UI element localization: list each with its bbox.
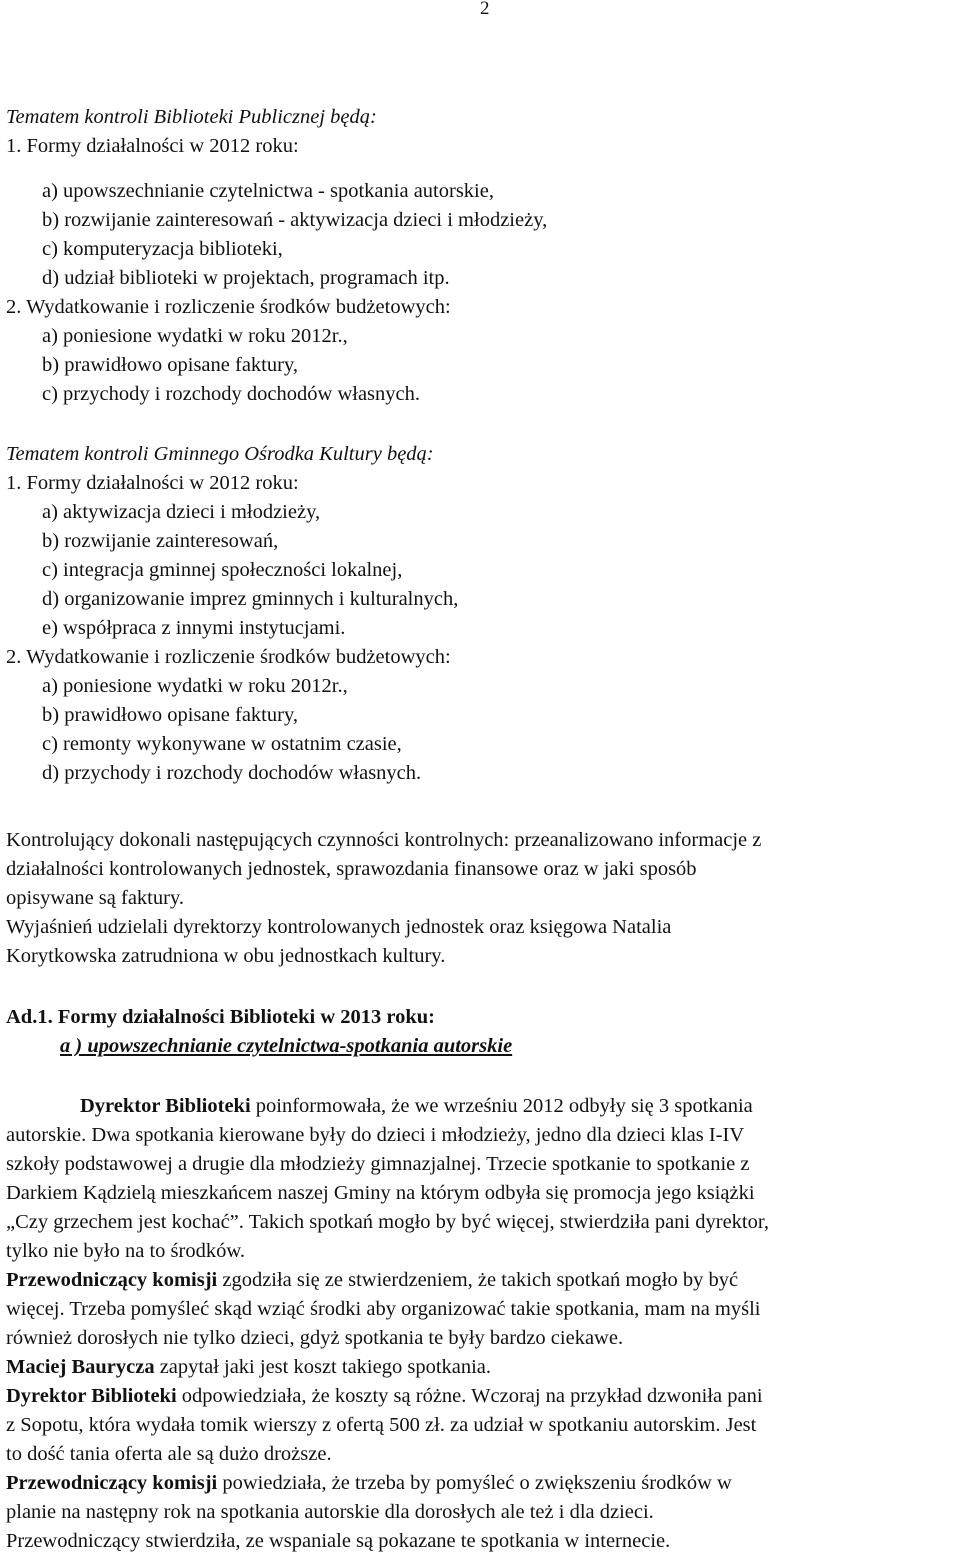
section2-point1-item-d: d) organizowanie imprez gminnych i kulturalnych, [42, 588, 459, 610]
para-text: odpowiedziała, że koszty są różne. Wczoraj na przykład dzwoniła pani [176, 1385, 763, 1407]
para-line: planie na następny rok na spotkania autorskie dla dorosłych ale też i dla dzieci. [6, 1501, 654, 1523]
section2-point1-item-b: b) rozwijanie zainteresowań, [42, 530, 279, 552]
para-text: zgodziła się ze stwierdzeniem, że takich spotkań mogło by być [217, 1269, 739, 1291]
para-line [80, 1092, 753, 1121]
section1-point1-item-a: a) upowszechnianie czytelnictwa - spotkania autorskie, [42, 180, 494, 202]
section2-point1-item-e: e) współpraca z innymi instytucjami. [42, 617, 346, 639]
speaker-name: Przewodniczący komisji [6, 1472, 218, 1494]
para-line: z Sopotu, która wydała tomik wierszy z ofertą 500 zł. za udział w spotkaniu autorskim. Jest [6, 1414, 757, 1436]
section1-point2-item-a: a) poniesione wydatki w roku 2012r., [42, 325, 348, 347]
section1-point2-item-b: b) prawidłowo opisane faktury, [42, 354, 298, 376]
speaker-name: Przewodniczący komisji [6, 1269, 218, 1291]
speaker-name: Dyrektor Biblioteki [80, 1095, 251, 1117]
body1-line: Kontrolujący dokonali następujących czynności kontrolnych: przeanalizowano informacje z [6, 829, 762, 851]
body1-line: Korytkowska zatrudniona w obu jednostkach kultury. [6, 945, 446, 967]
para-line: Darkiem Kądzielą mieszkańcem naszej Gminy na którym odbyła się promocja jego książki [6, 1182, 755, 1204]
para-line [6, 1353, 491, 1382]
section2-point2-item-c: c) remonty wykonywane w ostatnim czasie, [42, 733, 402, 755]
para-line [6, 1382, 763, 1411]
section1-point1-item-c: c) komputeryzacja biblioteki, [42, 238, 283, 260]
ad1-heading: Ad.1. Formy działalności Biblioteki w 2013 roku: [6, 1006, 436, 1028]
section2-point2-item-b: b) prawidłowo opisane faktury, [42, 704, 298, 726]
body1-line: opisywane są faktury. [6, 887, 184, 909]
section1-heading: Tematem kontroli Biblioteki Publicznej będą: [6, 106, 377, 128]
para-text: poinformowała, że we wrześniu 2012 odbyły się 3 spotkania [250, 1095, 753, 1117]
section1-point2-item-c: c) przychody i rozchody dochodów własnych. [42, 383, 420, 405]
section2-heading: Tematem kontroli Gminnego Ośrodka Kultury będą: [6, 443, 434, 465]
para-text: zapytał jaki jest koszt takiego spotkania. [154, 1356, 492, 1378]
body1-line: Wyjaśnień udzielali dyrektorzy kontrolowanych jednostek oraz księgowa Natalia [6, 916, 672, 938]
para-line: również dorosłych nie tylko dzieci, gdyż spotkania te były bardzo ciekawe. [6, 1327, 624, 1349]
speaker-name: Dyrektor Biblioteki [6, 1385, 177, 1407]
section1-point1: 1. Formy działalności w 2012 roku: [6, 135, 299, 157]
section1-point1-item-b: b) rozwijanie zainteresowań - aktywizacja dzieci i młodzieży, [42, 209, 548, 231]
para-line: szkoły podstawowej a drugie dla młodzieży gimnazjalnej. Trzecie spotkanie to spotkanie z [6, 1153, 750, 1175]
ad1-subheading: a ) upowszechnianie czytelnictwa-spotkania autorskie [60, 1035, 513, 1057]
section2-point2: 2. Wydatkowanie i rozliczenie środków budżetowych: [6, 646, 451, 668]
para-line: Przewodniczący stwierdziła, ze wspaniale są pokazane te spotkania w internecie. [6, 1530, 671, 1552]
para-line: więcej. Trzeba pomyśleć skąd wziąć środki aby organizować takie spotkania, mam na myśli [6, 1298, 761, 1320]
para-text: powiedziała, że trzeba by pomyśleć o zwiększeniu środków w [217, 1472, 732, 1494]
speaker-name: Maciej Baurycza [6, 1356, 155, 1378]
para-line [6, 1266, 738, 1295]
section1-point1-item-d: d) udział biblioteki w projektach, programach itp. [42, 267, 450, 289]
para-line: „Czy grzechem jest kochać”. Takich spotkań mogło by być więcej, stwierdziła pani dyrektor, [6, 1211, 770, 1233]
para-line: tylko nie było na to środków. [6, 1240, 245, 1262]
section2-point1-item-c: c) integracja gminnej społeczności lokalnej, [42, 559, 403, 581]
section2-point1: 1. Formy działalności w 2012 roku: [6, 472, 299, 494]
section2-point1-item-a: a) aktywizacja dzieci i młodzieży, [42, 501, 321, 523]
para-line [6, 1469, 732, 1498]
body1-line: działalności kontrolowanych jednostek, sprawozdania finansowe oraz w jaki sposób [6, 858, 697, 880]
section1-point2: 2. Wydatkowanie i rozliczenie środków budżetowych: [6, 296, 451, 318]
para-line: autorskie. Dwa spotkania kierowane były do dzieci i młodzieży, jedno dla dzieci klas I-IV [6, 1124, 745, 1146]
section2-point2-item-d: d) przychody i rozchody dochodów własnych. [42, 762, 422, 784]
para-line: to dość tania oferta ale są dużo droższe. [6, 1443, 332, 1465]
page-number: 2 [480, 0, 490, 19]
section2-point2-item-a: a) poniesione wydatki w roku 2012r., [42, 675, 348, 697]
